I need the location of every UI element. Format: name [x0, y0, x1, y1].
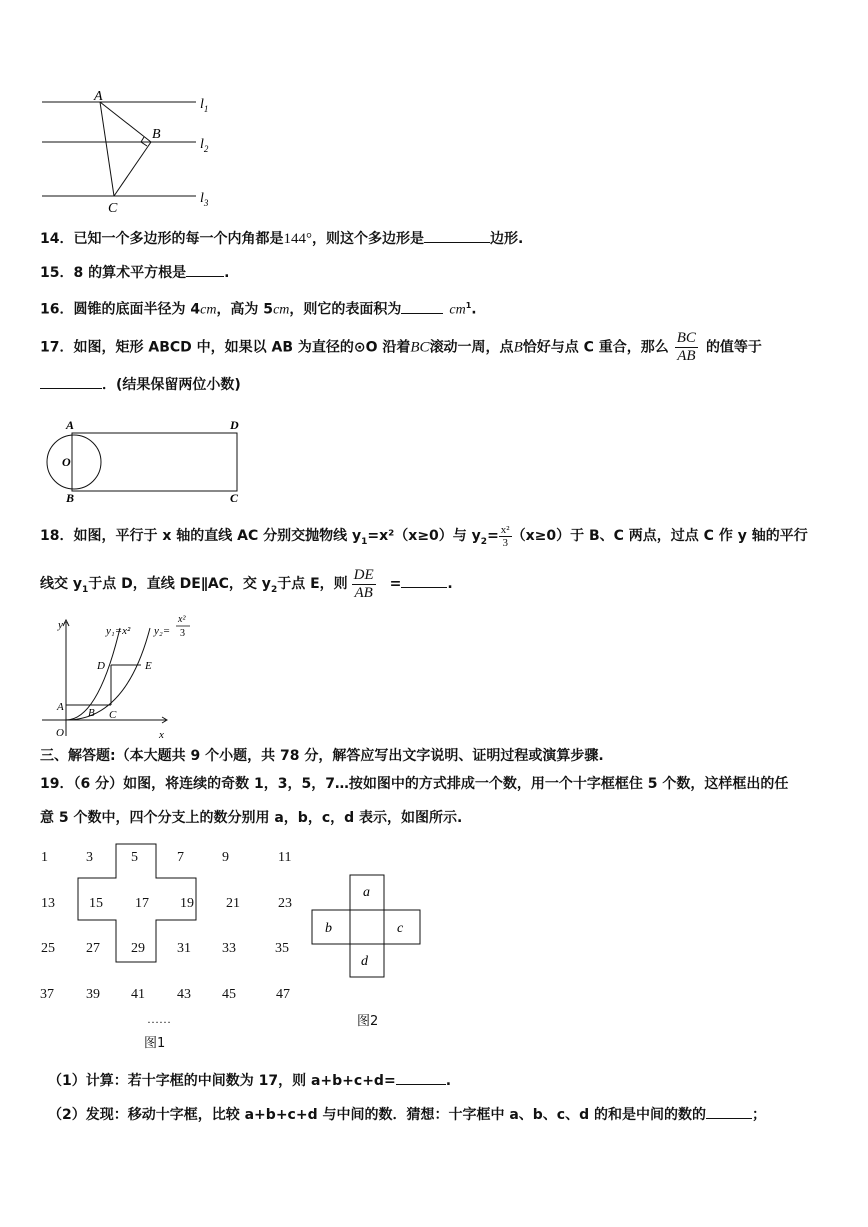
label-b: B — [66, 491, 75, 505]
label-y2-den: 3 — [180, 628, 185, 639]
question-19-part-1: （1）计算：若十字框的中间数为 17，则 a+b+c+d= . — [48, 1070, 451, 1091]
segment-ab — [100, 102, 151, 142]
label-l1: $l_1$ — [200, 97, 209, 114]
label-l3: $l_3$ — [200, 191, 209, 208]
cross-abcd-figure — [310, 874, 424, 980]
answer-blank — [401, 573, 447, 588]
answer-blank — [40, 374, 102, 389]
grid-cell: 39 — [86, 987, 100, 1002]
rectangle-circle-figure — [44, 416, 254, 508]
question-18-line2: 线交 $y_1$于点 D，直线 DE∥AC，交 $y_2$于点 E，则 $\frac{DE}{AB}$ = . — [40, 566, 453, 601]
label-y: y — [58, 619, 63, 631]
question-17-line2: ．(结果保留两位小数) — [40, 374, 241, 395]
answer-blank — [401, 299, 443, 314]
grid-cell: 9 — [222, 850, 229, 865]
label-b: B — [88, 707, 95, 719]
question-18: 18．如图，平行于 x 轴的直线 AC 分别交抛物线 $y_1=x^2(x\ge 0)$与 $y_2=$ $\frac{\text{x²}}{3}$ （x≥0）于 B、C 两点，过点 C 作 y 轴的平行 — [40, 523, 808, 549]
label-y2: y₂= — [154, 625, 171, 637]
grid-cell: 35 — [275, 941, 289, 956]
question-17: 17．如图，矩形 ABCD 中，如果以 AB 为直径的⊙O 沿着BC滚动一周，点B恰好与点 C 重合，那么 $\frac{BC}{AB}$ 的值等于 — [40, 330, 762, 364]
answer-blank — [706, 1104, 752, 1119]
curve-y2 — [66, 628, 150, 720]
label-y2-num: x² — [178, 614, 186, 625]
figure-2-caption: 图2 — [357, 1014, 379, 1029]
label-d: d — [361, 954, 368, 969]
grid-cell: 31 — [177, 941, 191, 956]
question-15: 15．8 的算术平方根是 . — [40, 262, 229, 283]
label-o: O — [62, 455, 71, 469]
grid-cell: 23 — [278, 896, 292, 911]
grid-cell: 11 — [278, 850, 292, 865]
label-a: A — [66, 418, 75, 432]
figure-1-caption: 图1 — [144, 1036, 166, 1051]
circle-o — [47, 435, 101, 489]
label-x: x — [159, 729, 164, 741]
label-l2: $l_2$ — [200, 137, 209, 154]
label-d: D — [97, 660, 105, 672]
answer-blank — [396, 1070, 446, 1085]
label-c: C — [109, 709, 117, 721]
answer-blank — [186, 262, 224, 277]
grid-cell: 21 — [226, 896, 240, 911]
grid-cell: 15 — [89, 896, 103, 911]
grid-cell: 3 — [86, 850, 93, 865]
grid-cell: 43 — [177, 987, 191, 1002]
question-19-line2: 意 5 个数中，四个分支上的数分别用 a，b，c，d 表示，如图所示. — [40, 810, 463, 826]
question-19-part-2: （2）发现：移动十字框，比较 a+b+c+d 与中间的数．猜想：十字框中 a、b、c、d 的和是中间的数的 ； — [48, 1104, 766, 1125]
grid-cell: 29 — [131, 941, 145, 956]
grid-cell: 33 — [222, 941, 236, 956]
grid-ellipsis: …… — [147, 1012, 171, 1026]
grid-cell: 1 — [41, 850, 48, 865]
question-14: 14．已知一个多边形的每一个内角都是144°，则这个多边形是 边形. — [40, 228, 523, 249]
grid-cell: 5 — [131, 850, 138, 865]
answer-blank — [424, 228, 490, 243]
segment-bc — [114, 142, 151, 196]
label-y1: y₁=x² — [106, 625, 131, 637]
grid-cell: 27 — [86, 941, 100, 956]
grid-cell: 37 — [40, 987, 54, 1002]
label-c: C — [108, 201, 118, 216]
label-b: B — [152, 127, 161, 142]
label-a: A — [57, 701, 64, 713]
fraction-x2-over-3: $\frac{\text{x²}}{3}$ — [500, 523, 510, 549]
fraction-de-ab: $\frac{DE}{AB}$ — [353, 566, 374, 601]
grid-cell: 41 — [131, 987, 145, 1002]
rectangle-abcd — [72, 433, 237, 491]
label-a: a — [363, 885, 370, 900]
question-19-line1: 19．（6 分）如图，将连续的奇数 1，3，5，7…按如图中的方式排成一个数，用一个十字框框住 5 个数，这样框出的任 — [40, 776, 789, 792]
parabola-figure — [38, 612, 208, 742]
label-a: A — [94, 89, 103, 104]
grid-cell: 17 — [135, 896, 149, 911]
grid-cell: 13 — [41, 896, 55, 911]
grid-cell: 19 — [180, 896, 194, 911]
section-3-heading: 三、解答题:（本大题共 9 个小题，共 78 分，解答应写出文字说明、证明过程或演算步骤. — [40, 748, 604, 764]
grid-cell: 47 — [276, 987, 290, 1002]
label-e: E — [145, 660, 152, 672]
label-b: b — [325, 921, 332, 936]
grid-cell: 25 — [41, 941, 55, 956]
grid-cell: 45 — [222, 987, 236, 1002]
label-c: c — [397, 921, 404, 936]
fraction-bc-ab: $\frac{BC}{AB}$ — [676, 330, 696, 364]
label-o: O — [56, 727, 64, 739]
segment-ac — [100, 102, 114, 196]
question-16: 16．圆锥的底面半径为 4cm，高为 5cm，则它的表面积为 $cm^1$. — [40, 296, 477, 321]
label-c: C — [230, 491, 239, 505]
label-d: D — [230, 418, 239, 432]
parallel-lines-figure — [38, 86, 228, 216]
grid-cell: 7 — [177, 850, 184, 865]
